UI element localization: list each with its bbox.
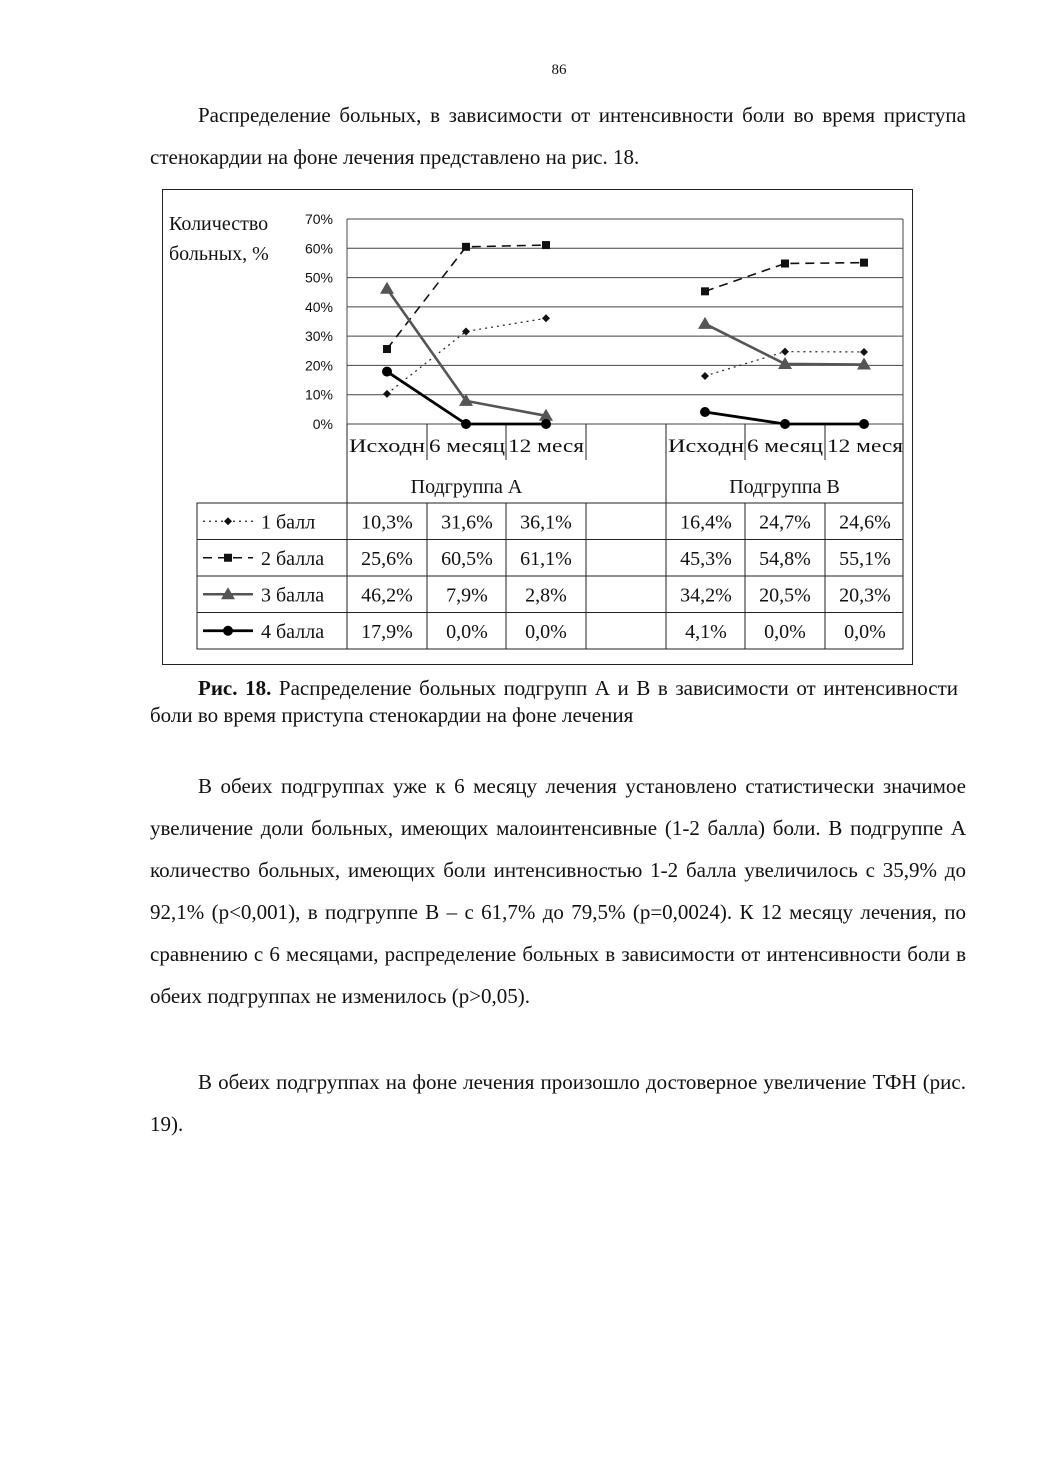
body-paragraph bbox=[150, 1061, 966, 1145]
intro-paragraph-text: Распределение больных, в зависимости от интенсивности боли во время приступа стенокардии на фоне лечения представлено на рис. 18. bbox=[150, 103, 966, 169]
series-1-point bbox=[542, 314, 550, 322]
legend-key-marker bbox=[224, 554, 232, 562]
page-number: 86 bbox=[551, 62, 567, 78]
data-label: 36,1% bbox=[520, 511, 572, 534]
figure-caption bbox=[150, 675, 958, 729]
y-tick-label: 30% bbox=[304, 328, 333, 345]
data-label: 31,6% bbox=[441, 511, 493, 534]
series-1-point bbox=[383, 390, 391, 398]
data-label: 4,1% bbox=[685, 620, 727, 643]
category-label: Исходн bbox=[349, 436, 425, 457]
category-label: Исходн bbox=[668, 436, 744, 457]
category-label: 12 меся bbox=[827, 436, 904, 457]
data-label: 10,3% bbox=[361, 511, 413, 534]
data-label: 25,6% bbox=[361, 547, 413, 570]
data-label: 34,2% bbox=[680, 584, 732, 607]
data-label: 20,5% bbox=[759, 584, 811, 607]
data-label: 17,9% bbox=[361, 620, 413, 643]
data-label: 45,3% bbox=[680, 547, 732, 570]
body-paragraph bbox=[150, 765, 966, 1017]
intro-paragraph bbox=[150, 94, 966, 178]
legend-label: 4 балла bbox=[261, 620, 325, 643]
series-4-point bbox=[541, 419, 551, 429]
data-label: 7,9% bbox=[446, 584, 488, 607]
data-label: 0,0% bbox=[764, 620, 806, 643]
data-label: 24,7% bbox=[759, 511, 811, 534]
group-label: Подгруппа А bbox=[410, 476, 523, 498]
series-3-point bbox=[698, 317, 712, 329]
series-4-point bbox=[461, 419, 471, 429]
chart-figure bbox=[162, 189, 913, 665]
legend-label: 2 балла bbox=[261, 547, 325, 570]
data-label: 0,0% bbox=[844, 620, 886, 643]
series-2-point bbox=[383, 345, 391, 353]
category-label: 6 месяц bbox=[747, 436, 823, 457]
series-2-point bbox=[542, 241, 550, 249]
series-1-point bbox=[781, 348, 789, 356]
y-axis-label: больных, % bbox=[169, 243, 269, 265]
y-tick-label: 0% bbox=[312, 416, 333, 432]
legend-key-marker bbox=[224, 517, 232, 525]
series-2-point bbox=[701, 287, 709, 295]
category-label: 6 месяц bbox=[429, 436, 505, 457]
data-label: 54,8% bbox=[759, 547, 811, 570]
series-1-point bbox=[701, 372, 709, 380]
legend-key-marker bbox=[223, 626, 233, 636]
y-tick-label: 50% bbox=[304, 269, 333, 286]
data-label: 0,0% bbox=[525, 620, 567, 643]
series-1-point bbox=[860, 348, 868, 356]
series-2-point bbox=[462, 243, 470, 251]
y-axis-label: Количество bbox=[169, 213, 269, 235]
data-label: 0,0% bbox=[446, 620, 488, 643]
y-tick-label: 10% bbox=[304, 386, 333, 403]
group-label: Подгруппа В bbox=[729, 476, 840, 498]
series-3-point bbox=[380, 282, 394, 294]
series-4-point bbox=[382, 367, 392, 377]
series-4-point bbox=[780, 419, 790, 429]
body-paragraph-text: В обеих подгруппах уже к 6 месяцу лечения установлено статистически значимое увеличение доли больных, имеющих малоинтенсивные (1-2 балла) боли. В подгруппе А количество больных, имеющих боли интенсивностью 1-2 балла увеличилось с 35,9% до 92,1% (p<0,001), в подгруппе В – с 61,7% до 79,5% (p=0,0024). К 12 месяцу лечения, по сравнению с 6 месяцами, распределение больных в зависимости от интенсивности боли в обеих подгруппах не изменилось (p>0,05). bbox=[150, 774, 966, 1008]
data-label: 2,8% bbox=[525, 584, 567, 607]
legend-label: 1 балл bbox=[261, 511, 316, 534]
y-tick-label: 70% bbox=[304, 211, 333, 227]
series-4-point bbox=[700, 407, 710, 417]
caption-label: Рис. 18. bbox=[198, 676, 272, 700]
data-label: 24,6% bbox=[839, 511, 891, 534]
series-4-point bbox=[859, 419, 869, 429]
y-tick-label: 40% bbox=[304, 298, 333, 315]
series-2-point bbox=[860, 259, 868, 267]
data-label: 55,1% bbox=[839, 547, 891, 570]
caption-text: Распределение больных подгрупп А и В в зависимости от интенсивности боли во время приступа стенокардии на фоне лечения bbox=[150, 676, 958, 727]
legend-label: 3 балла bbox=[261, 584, 325, 607]
data-label: 20,3% bbox=[839, 584, 891, 607]
data-label: 61,1% bbox=[520, 547, 572, 570]
series-2-point bbox=[781, 260, 789, 268]
data-label: 60,5% bbox=[441, 547, 493, 570]
category-label: 12 меся bbox=[508, 436, 585, 457]
y-tick-label: 20% bbox=[304, 357, 333, 374]
data-label: 46,2% bbox=[361, 584, 413, 607]
chart-svg bbox=[163, 190, 914, 666]
data-label: 16,4% bbox=[680, 511, 732, 534]
y-tick-label: 60% bbox=[304, 240, 333, 257]
body-paragraph-text: В обеих подгруппах на фоне лечения произошло достоверное увеличение ТФН (рис. 19). bbox=[150, 1070, 966, 1136]
